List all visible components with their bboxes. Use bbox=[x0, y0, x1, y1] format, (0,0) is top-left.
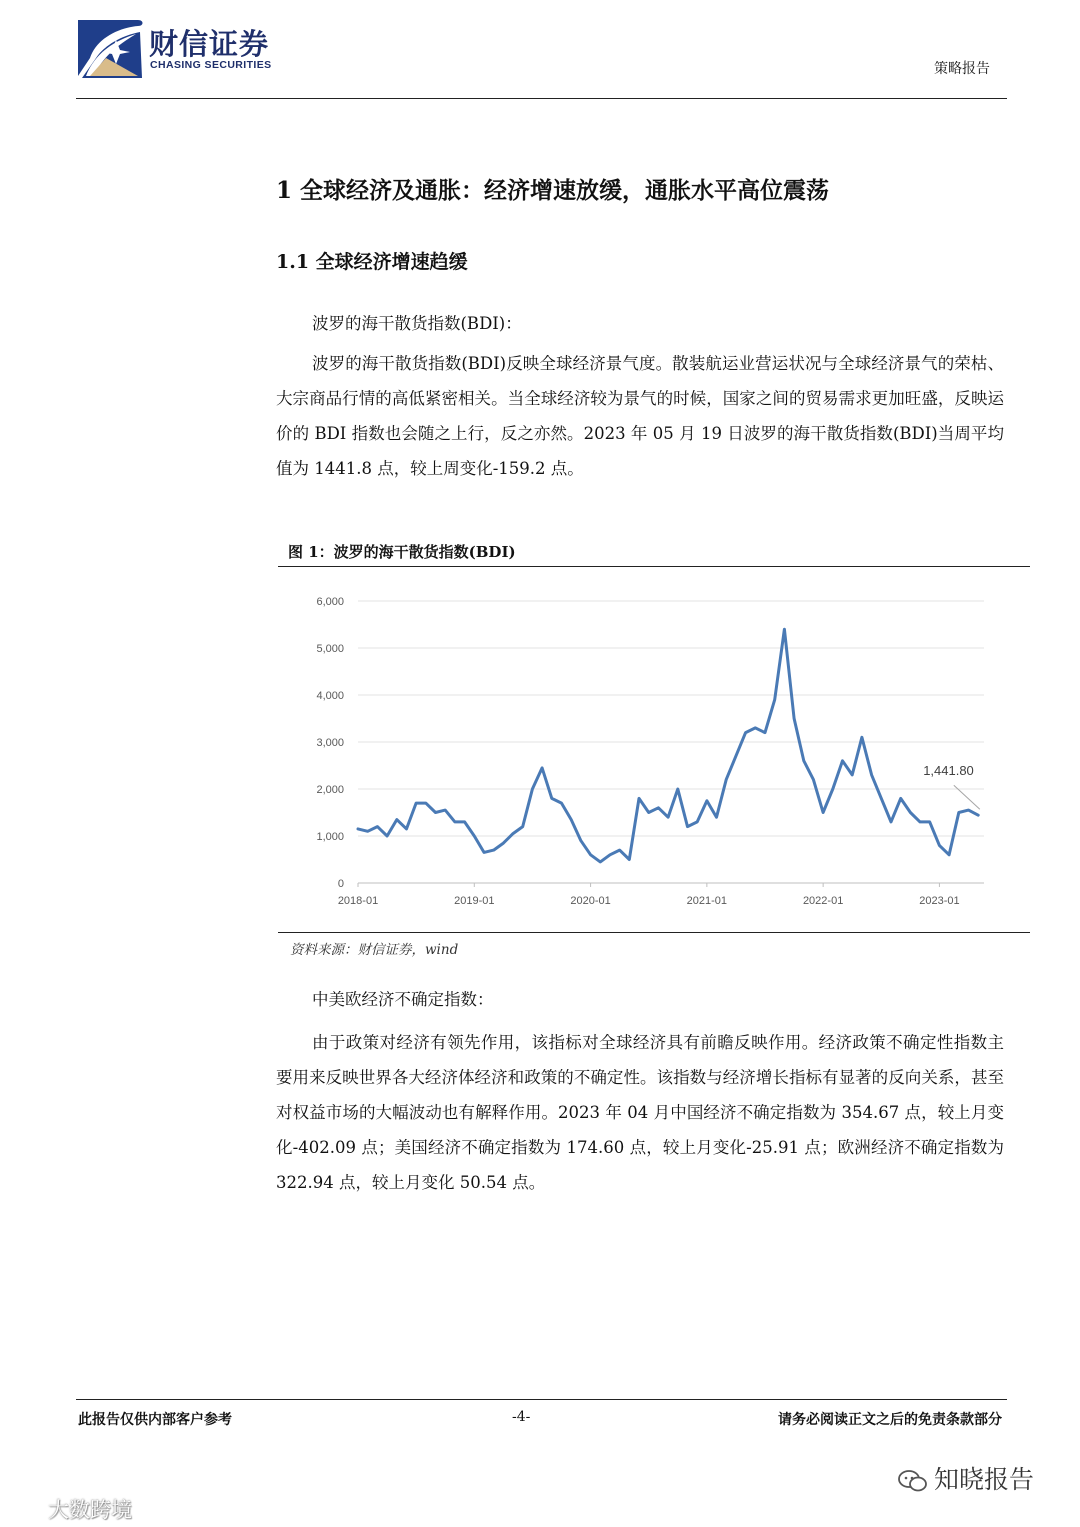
x-tick-label: 2021-01 bbox=[686, 895, 728, 907]
section-heading: 1 全球经济及通胀：经济增速放缓，通胀水平高位震荡 bbox=[276, 177, 830, 204]
x-tick-label: 2022-01 bbox=[802, 895, 844, 907]
figure-bottom-rule bbox=[278, 932, 1030, 933]
y-tick-label: 1,000 bbox=[316, 831, 344, 843]
x-tick-label: 2020-01 bbox=[570, 895, 611, 907]
epu-paragraph-title: 中美欧经济不确定指数： bbox=[312, 990, 494, 1009]
wechat-icon bbox=[898, 1470, 928, 1492]
x-tick-label: 2018-01 bbox=[337, 895, 379, 907]
bdi-paragraph: 波罗的海干散货指数(BDI)反映全球经济景气度。散装航运业营运状况与全球经济景气的荣枯、大宗商品行情的高低紧密相关。当全球经济较为景气的时候，国家之间的贸易需求更加旺盛，反映运价的 BDI 指数也会随之上行，反之亦然。2023 年 05 月 19 日波罗的海干散货指数(BDI)当周平均值为 1441.8 点，较上周变化-159.2 点。 bbox=[276, 354, 1004, 478]
x-tick-label: 2019-01 bbox=[454, 895, 495, 907]
logo-mark-icon bbox=[76, 18, 146, 80]
watermark-right-text: 知晓报告 bbox=[934, 1465, 1035, 1494]
watermark-left-text: 大数跨境 bbox=[48, 1498, 132, 1522]
logo-english-name: CHASING SECURITIES bbox=[150, 59, 272, 71]
logo-name: 财信证券 bbox=[149, 27, 270, 61]
subsection-heading: 1.1 全球经济增速趋缓 bbox=[276, 251, 468, 273]
footer-divider bbox=[76, 1399, 1007, 1400]
header-divider bbox=[76, 98, 1007, 99]
watermark-dashu bbox=[4, 1494, 132, 1524]
watermark-logo-icon bbox=[4, 1501, 48, 1521]
last-value-label: 1,441.80 bbox=[923, 763, 974, 779]
watermark-zhixiao bbox=[898, 1460, 1034, 1496]
figure-top-rule bbox=[278, 566, 1030, 567]
footer-disclaimer: 此报告仅供内部客户参考 bbox=[78, 1412, 232, 1428]
y-tick-label: 0 bbox=[337, 878, 344, 890]
bdi-paragraph-title: 波罗的海干散货指数(BDI)： bbox=[312, 314, 522, 333]
report-type-label: 策略报告 bbox=[934, 61, 990, 77]
y-tick-label: 5,000 bbox=[316, 643, 344, 655]
y-tick-label: 6,000 bbox=[316, 596, 344, 608]
y-tick-label: 4,000 bbox=[316, 690, 344, 702]
page-number: -4- bbox=[512, 1409, 531, 1425]
figure-source: 资料来源：财信证券，wind bbox=[290, 942, 459, 958]
bdi-line-chart bbox=[278, 572, 1028, 928]
footer-notice: 请务必阅读正文之后的免责条款部分 bbox=[778, 1412, 1002, 1428]
y-tick-label: 2,000 bbox=[316, 784, 344, 796]
company-logo bbox=[76, 18, 316, 80]
bdi-series-line bbox=[358, 629, 978, 862]
x-tick-label: 2023-01 bbox=[919, 895, 960, 907]
y-tick-label: 3,000 bbox=[316, 737, 344, 749]
epu-paragraph: 由于政策对经济有领先作用，该指标对全球经济具有前瞻反映作用。经济政策不确定性指数主要用来反映世界各大经济体经济和政策的不确定性。该指数与经济增长指标有显著的反向关系，甚至对权益市场的大幅波动也有解释作用。2023 年 04 月中国经济不确定指数为 354.67 点，较上月变化-402.09 点；美国经济不确定指数为 174.60 点，较上月变化-25.91 点；欧洲经济不确定指数为 322.94 点，较上月变化 50.54 点。 bbox=[276, 1033, 1004, 1192]
figure-title: 图 1：波罗的海干散货指数(BDI) bbox=[288, 543, 516, 561]
